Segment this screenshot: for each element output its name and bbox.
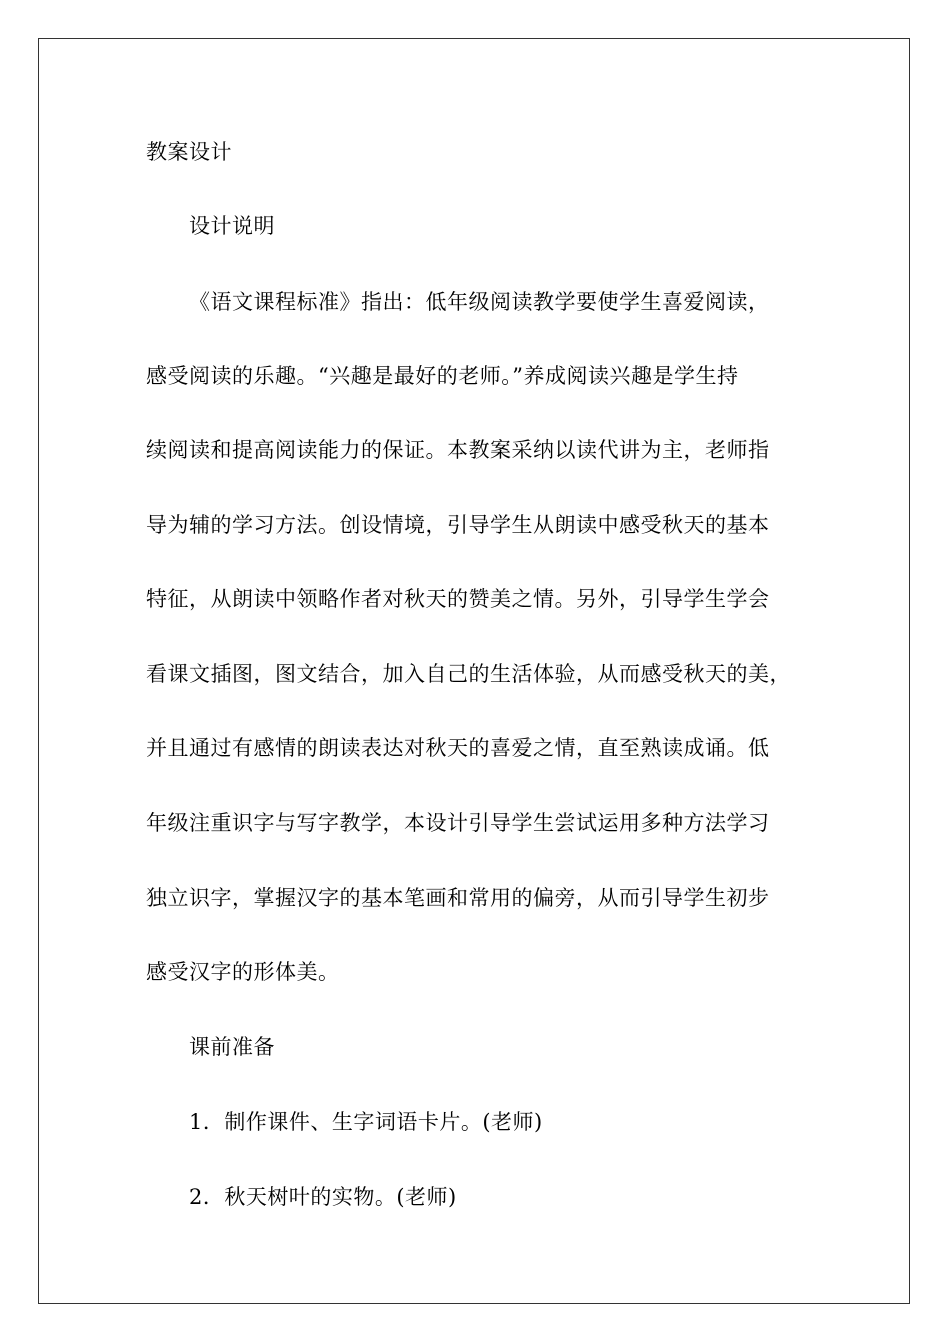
paragraph-line: 看课文插图，图文结合，加入自己的生活体验，从而感受秋天的美， [146,662,791,686]
paragraph-line: 年级注重识字与写字教学，本设计引导学生尝试运用多种方法学习 [146,811,770,835]
paragraph-line: 特征，从朗读中领略作者对秋天的赞美之情。另外，引导学生学会 [146,587,770,611]
document-title: 教案设计 [146,140,232,164]
section-heading-preparation: 课前准备 [189,1035,275,1059]
paragraph-line: 并且通过有感情的朗读表达对秋天的喜爱之情，直至熟读成诵。低 [146,736,770,760]
paragraph-line: 《语文课程标准》指出：低年级阅读教学要使学生喜爱阅读， [189,290,770,314]
list-item: 1．制作课件、生字词语卡片。(老师) [189,1110,543,1134]
paragraph-line: 导为辅的学习方法。创设情境，引导学生从朗读中感受秋天的基本 [146,513,770,537]
paragraph-line: 续阅读和提高阅读能力的保证。本教案采纳以读代讲为主，老师指 [146,438,770,462]
paragraph-line: 感受阅读的乐趣。“兴趣是最好的老师。”养成阅读兴趣是学生持 [146,364,739,388]
paragraph-line: 感受汉字的形体美。 [146,960,340,984]
paragraph-line: 独立识字，掌握汉字的基本笔画和常用的偏旁，从而引导学生初步 [146,886,770,910]
list-item: 2．秋天树叶的实物。(老师) [189,1185,457,1209]
section-heading-design-note: 设计说明 [189,214,275,238]
